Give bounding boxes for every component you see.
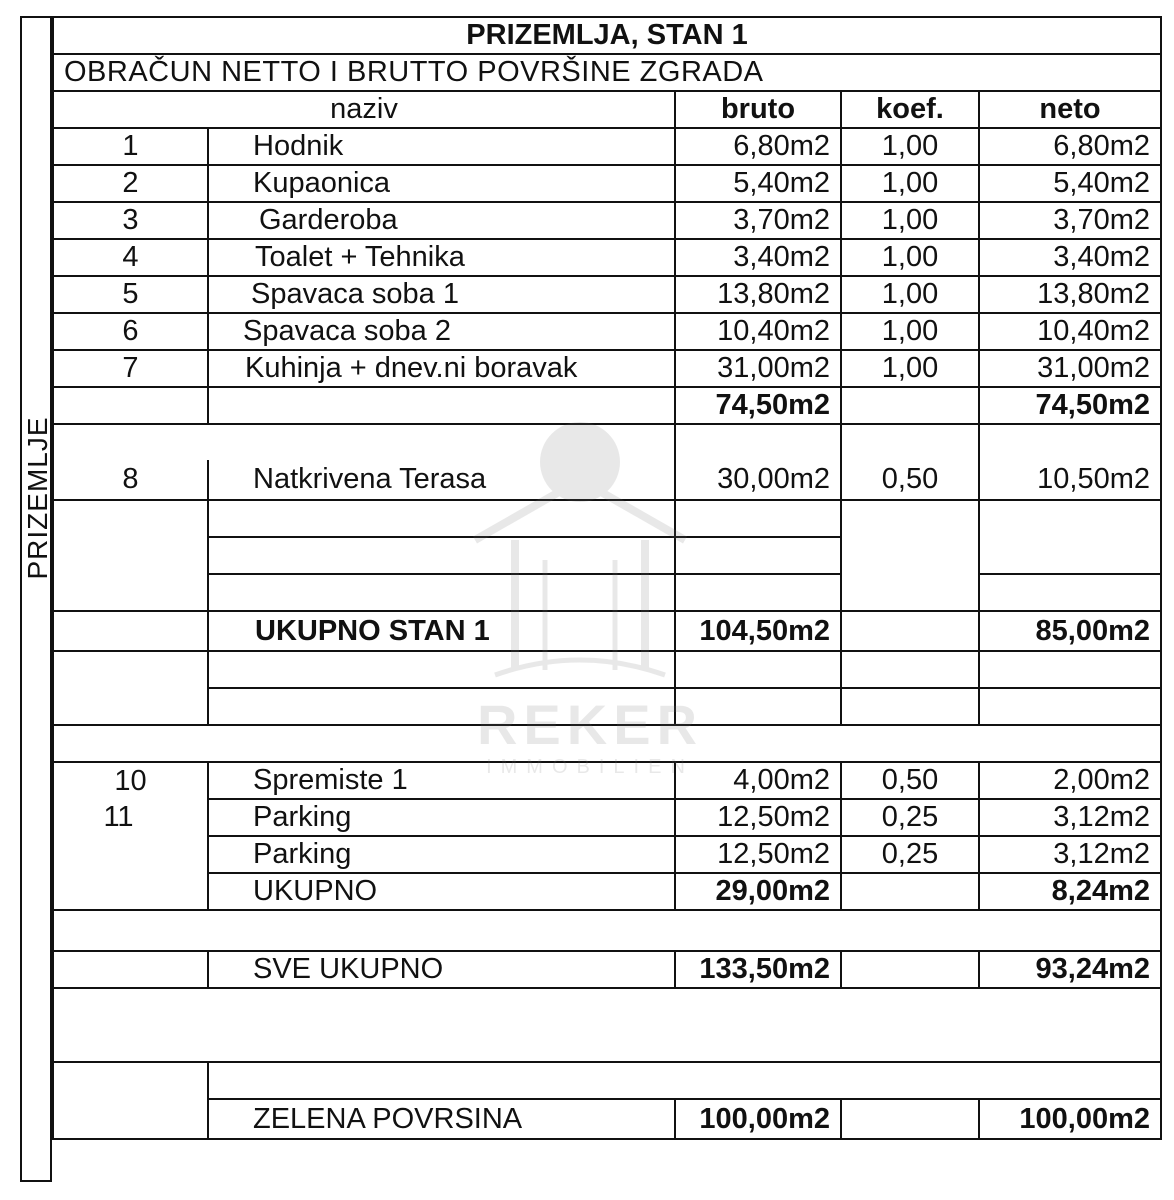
koef-value: 0,50: [841, 762, 979, 799]
bruto-value: 3,40m2: [675, 239, 841, 276]
stan-total-label: UKUPNO STAN 1: [208, 611, 675, 651]
table-row: [53, 128, 1161, 165]
grand-total-label: SVE UKUPNO: [208, 951, 675, 988]
table-title: PRIZEMLJA, STAN 1: [53, 17, 1161, 54]
row-number: [53, 836, 208, 873]
bruto-value: 12,50m2: [675, 836, 841, 873]
bruto-value: 3,70m2: [675, 202, 841, 239]
koef-value: 1,00: [841, 128, 979, 165]
watermark-brand: REKER: [476, 693, 704, 756]
row-number: 2: [53, 165, 208, 202]
side-label: PRIZEMLJE: [22, 416, 53, 580]
table-row: [53, 350, 1161, 387]
grand-total-neto: 93,24m2: [979, 951, 1161, 988]
bruto-value: 4,00m2: [675, 762, 841, 799]
header-bruto: bruto: [675, 91, 841, 128]
bruto-value: 5,40m2: [675, 165, 841, 202]
table-row: [53, 239, 1161, 276]
koef-value: 1,00: [841, 276, 979, 313]
stan-total-row: [53, 611, 1161, 651]
neto-value: 3,12m2: [979, 836, 1161, 873]
bruto-value: 30,00m2: [675, 460, 841, 500]
stan-total-neto: 85,00m2: [979, 611, 1161, 651]
stan-total-bruto: 104,50m2: [675, 611, 841, 651]
spacer-row: [53, 910, 1161, 951]
row-number: 7: [53, 350, 208, 387]
row-number: 3: [53, 202, 208, 239]
terrace-row: [53, 460, 1161, 500]
room-name: Parking: [208, 799, 675, 836]
row-number: 11: [53, 799, 208, 836]
spacer-row: [53, 651, 1161, 688]
spacer-row: [53, 1062, 1161, 1099]
rooms-total-bruto: 74,50m2: [675, 387, 841, 424]
neto-value: 3,40m2: [979, 239, 1161, 276]
room-name: Garderoba: [208, 202, 675, 239]
bruto-value: 10,40m2: [675, 313, 841, 350]
header-naziv: naziv: [53, 91, 675, 128]
neto-value: 10,50m2: [979, 460, 1161, 500]
neto-value: 31,00m2: [979, 350, 1161, 387]
side-label-box: [20, 16, 52, 1182]
table-row: [53, 276, 1161, 313]
room-name: Spremiste 1: [208, 762, 675, 799]
rooms-total-neto: 74,50m2: [979, 387, 1161, 424]
header-koef: koef.: [841, 91, 979, 128]
green-area-neto: 100,00m2: [979, 1099, 1161, 1139]
row-number: 8: [53, 460, 208, 500]
spacer-row: [53, 424, 1161, 460]
header-row: [53, 91, 1161, 128]
koef-value: 1,00: [841, 313, 979, 350]
grand-total-row: [53, 951, 1161, 988]
table-row: [53, 202, 1161, 239]
green-area-label: ZELENA POVRSINA: [208, 1099, 675, 1139]
room-name: Natkrivena Terasa: [208, 460, 675, 500]
rooms-total-row: [53, 387, 1161, 424]
room-name: Spavaca soba 2: [208, 313, 675, 350]
header-neto: neto: [979, 91, 1161, 128]
bruto-value: 12,50m2: [675, 799, 841, 836]
spacer-row: [53, 574, 1161, 611]
title-row: [53, 17, 1161, 54]
row-number: 1: [53, 128, 208, 165]
table-subtitle: OBRAČUN NETTO I BRUTTO POVRŠINE ZGRADA: [53, 54, 1161, 91]
extras-total-row: [53, 873, 1161, 910]
subtitle-row: [53, 54, 1161, 91]
bruto-value: 6,80m2: [675, 128, 841, 165]
bruto-value: 31,00m2: [675, 350, 841, 387]
neto-value: 3,70m2: [979, 202, 1161, 239]
room-name: Toalet + Tehnika: [208, 239, 675, 276]
room-name: Spavaca soba 1: [208, 276, 675, 313]
neto-value: 10,40m2: [979, 313, 1161, 350]
extras-total-bruto: 29,00m2: [675, 873, 841, 910]
koef-value: 1,00: [841, 165, 979, 202]
koef-value: 1,00: [841, 350, 979, 387]
room-name: Kupaonica: [208, 165, 675, 202]
room-name: Kuhinja + dnev.ni boravak: [208, 350, 675, 387]
neto-value: 2,00m2: [979, 762, 1161, 799]
table-row: [53, 799, 1161, 836]
grand-total-bruto: 133,50m2: [675, 951, 841, 988]
table-row: [53, 313, 1161, 350]
koef-value: 0,50: [841, 460, 979, 500]
spacer-row: [53, 500, 1161, 537]
koef-value: 0,25: [841, 799, 979, 836]
koef-value: 1,00: [841, 202, 979, 239]
koef-value: 1,00: [841, 239, 979, 276]
spacer-row: [53, 988, 1161, 1062]
koef-value: 0,25: [841, 836, 979, 873]
area-table: [52, 16, 1162, 1140]
watermark-tagline: IMMOBILIEN: [486, 756, 694, 778]
row-number: 10: [53, 762, 208, 799]
green-area-row: [53, 1099, 1161, 1139]
neto-value: 13,80m2: [979, 276, 1161, 313]
row-number: 5: [53, 276, 208, 313]
neto-value: 3,12m2: [979, 799, 1161, 836]
table-row: [53, 836, 1161, 873]
extras-total-label: UKUPNO: [208, 873, 675, 910]
row-number: 4: [53, 239, 208, 276]
neto-value: 5,40m2: [979, 165, 1161, 202]
table-row: [53, 762, 1161, 799]
bruto-value: 13,80m2: [675, 276, 841, 313]
room-name: Parking: [208, 836, 675, 873]
area-calculation-sheet: [20, 16, 1160, 1182]
spacer-row: [53, 688, 1161, 725]
neto-value: 6,80m2: [979, 128, 1161, 165]
spacer-row: [53, 725, 1161, 762]
green-area-bruto: 100,00m2: [675, 1099, 841, 1139]
extras-total-neto: 8,24m2: [979, 873, 1161, 910]
room-name: Hodnik: [208, 128, 675, 165]
row-number: 6: [53, 313, 208, 350]
table-row: [53, 165, 1161, 202]
